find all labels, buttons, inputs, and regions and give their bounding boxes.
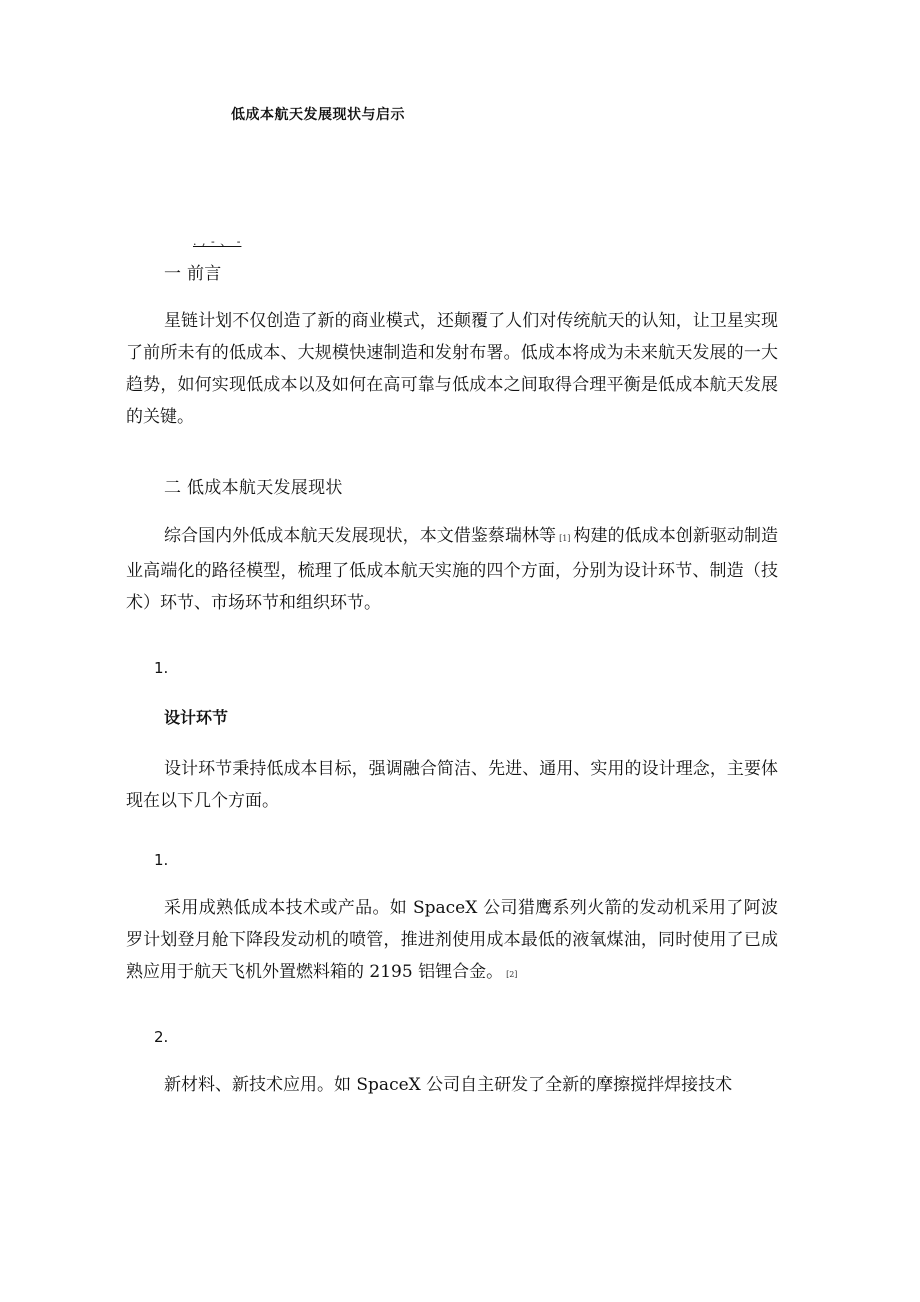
paragraph-preface: 星链计划不仅创造了新的商业模式，还颠覆了人们对传统航天的认知，让卫星实现了前所未有的低成本、大规模快速制造和发射布署。低成本将成为未来航天发展的一大趋势，如何实现低成本以及如何在高可靠与低成本之间取得合理平衡是低成本航天发展的关键。 — [126, 311, 778, 427]
author-marks: . , - 、 - — [193, 235, 242, 248]
paragraph-item-1-text: 采用成熟低成本技术或产品。如 SpaceX 公司猎鹰系列火箭的发动机采用了阿波罗计划登月舱下降段发动机的喷管，推进剂使用成本最低的液氧煤油，同时使用了已成熟应用于航天飞机外置燃料箱的 2195 铝锂合金。 — [126, 898, 778, 982]
citation-ref-1[interactable]: [1] — [559, 534, 571, 543]
paragraph-item-2: 新材料、新技术应用。如 SpaceX 公司自主研发了全新的摩擦搅拌焊接技术 — [164, 1075, 733, 1095]
paragraph-status-text-a: 综合国内外低成本航天发展现状，本文借鉴蔡瑞林等 — [164, 526, 557, 546]
paragraph-item-1 — [126, 892, 778, 991]
list-number-2: 2. — [154, 1028, 169, 1046]
list-number-1: 1. — [154, 659, 169, 677]
section-heading-status: 二 低成本航天发展现状 — [164, 478, 343, 498]
paragraph-design: 设计环节秉持低成本目标，强调融合简洁、先进、通用、实用的设计理念，主要体现在以下几个方面。 — [126, 759, 778, 811]
paragraph-status — [126, 520, 778, 619]
subsection-heading-design: 设计环节 — [164, 708, 229, 727]
section-heading-preface: 一 前言 — [164, 264, 222, 284]
citation-ref-2[interactable]: [2] — [506, 970, 518, 979]
paragraph-status-text-b: 构建的低成本创新驱动制造业高端化的路径模型，梳理了低成本航天实施的四个方面，分别为设计环节、制造（技术）环节、市场环节和组织环节。 — [126, 526, 779, 613]
document-title: 低成本航天发展现状与启示 — [231, 107, 405, 123]
list-number-1b: 1. — [154, 851, 169, 869]
